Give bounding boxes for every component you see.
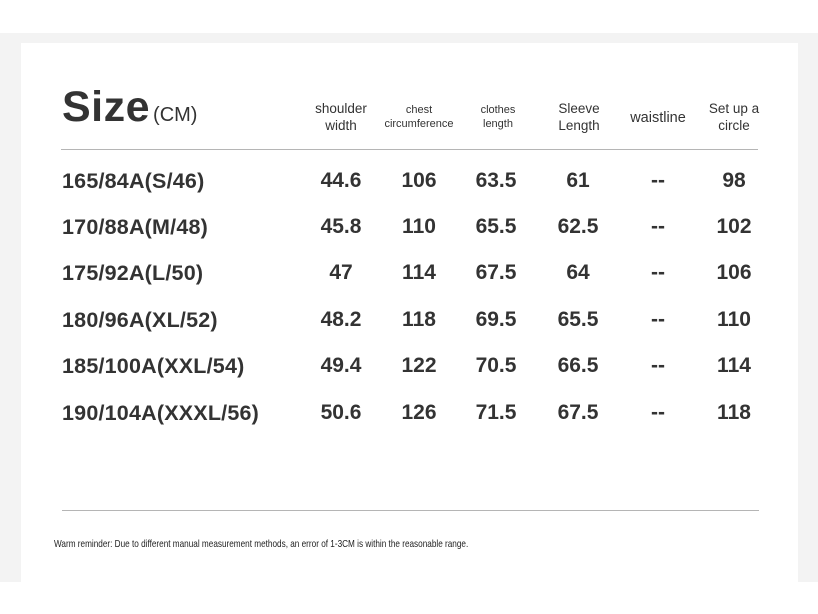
size-label: 190/104A(XXXL/56)	[62, 401, 260, 425]
sleeve-value: 67.5	[557, 401, 599, 424]
header-line1: shoulder	[315, 101, 367, 117]
length-value: 63.5	[475, 169, 517, 192]
waist-value: --	[651, 215, 665, 238]
table-row	[21, 305, 798, 335]
header-sleeve-length	[543, 98, 615, 138]
circle-value: 102	[716, 215, 752, 238]
chest-value: 126	[401, 401, 437, 424]
sleeve-value: 65.5	[557, 308, 599, 331]
title-main: Size	[62, 83, 151, 131]
header-line1: waistline	[630, 109, 686, 126]
header-chest-circumference	[379, 98, 459, 138]
chart-title	[62, 83, 197, 132]
length-value: 65.5	[475, 215, 517, 238]
shoulder-value: 48.2	[320, 308, 362, 331]
waist-value: --	[651, 169, 665, 192]
shoulder-value: 45.8	[320, 215, 362, 238]
length-value: 70.5	[475, 354, 517, 377]
size-label: 185/100A(XXL/54)	[62, 354, 245, 378]
chest-value: 106	[401, 169, 437, 192]
header-waistline	[622, 98, 694, 138]
table-row	[21, 212, 798, 242]
header-line1: Sleeve	[558, 101, 600, 117]
circle-value: 118	[717, 401, 751, 424]
header-line2: circle	[718, 118, 750, 133]
header-divider	[61, 149, 758, 150]
circle-value: 98	[722, 169, 746, 192]
header-set-up-a-circle	[698, 98, 770, 138]
shoulder-value: 44.6	[320, 169, 362, 192]
header-line1: Set up a	[708, 101, 760, 117]
sleeve-value: 64	[566, 261, 590, 284]
circle-value: 106	[716, 261, 752, 284]
table-row	[21, 258, 798, 288]
table-row	[21, 351, 798, 381]
shoulder-value: 50.6	[320, 401, 362, 424]
chest-value: 110	[402, 215, 436, 238]
header-line2: circumference	[384, 118, 454, 130]
waist-value: --	[651, 401, 665, 424]
size-label: 165/84A(S/46)	[62, 169, 205, 193]
footer-divider	[62, 510, 759, 511]
waist-value: --	[651, 261, 665, 284]
size-chart-card	[21, 43, 798, 583]
sleeve-value: 61	[566, 169, 590, 192]
circle-value: 110	[717, 308, 751, 331]
waist-value: --	[651, 308, 665, 331]
circle-value: 114	[717, 354, 751, 377]
chest-value: 122	[401, 354, 437, 377]
length-value: 69.5	[475, 308, 517, 331]
header-line1: chest	[405, 104, 433, 117]
table-row	[21, 398, 798, 428]
table-row	[21, 166, 798, 196]
sleeve-value: 62.5	[557, 215, 599, 238]
chest-value: 118	[402, 308, 436, 331]
sleeve-value: 66.5	[557, 354, 599, 377]
length-value: 67.5	[475, 261, 517, 284]
title-unit: (CM)	[153, 104, 198, 126]
size-label: 170/88A(M/48)	[62, 215, 209, 239]
header-clothes-length	[462, 98, 534, 138]
header-line2: Length	[558, 118, 600, 133]
warm-reminder-note: Warm reminder: Due to different manual measurement methods, an error of 1-3CM is within the reasonable range.	[54, 538, 469, 550]
size-label: 180/96A(XL/52)	[62, 308, 218, 332]
chest-value: 114	[402, 261, 436, 284]
length-value: 71.5	[475, 401, 517, 424]
header-shoulder-width	[305, 98, 377, 138]
size-label: 175/92A(L/50)	[62, 261, 204, 285]
shoulder-value: 49.4	[320, 354, 362, 377]
header-line1: clothes	[480, 104, 516, 117]
header-line2: width	[325, 118, 357, 133]
header-line2: length	[483, 118, 513, 130]
waist-value: --	[651, 354, 665, 377]
shoulder-value: 47	[329, 261, 353, 284]
